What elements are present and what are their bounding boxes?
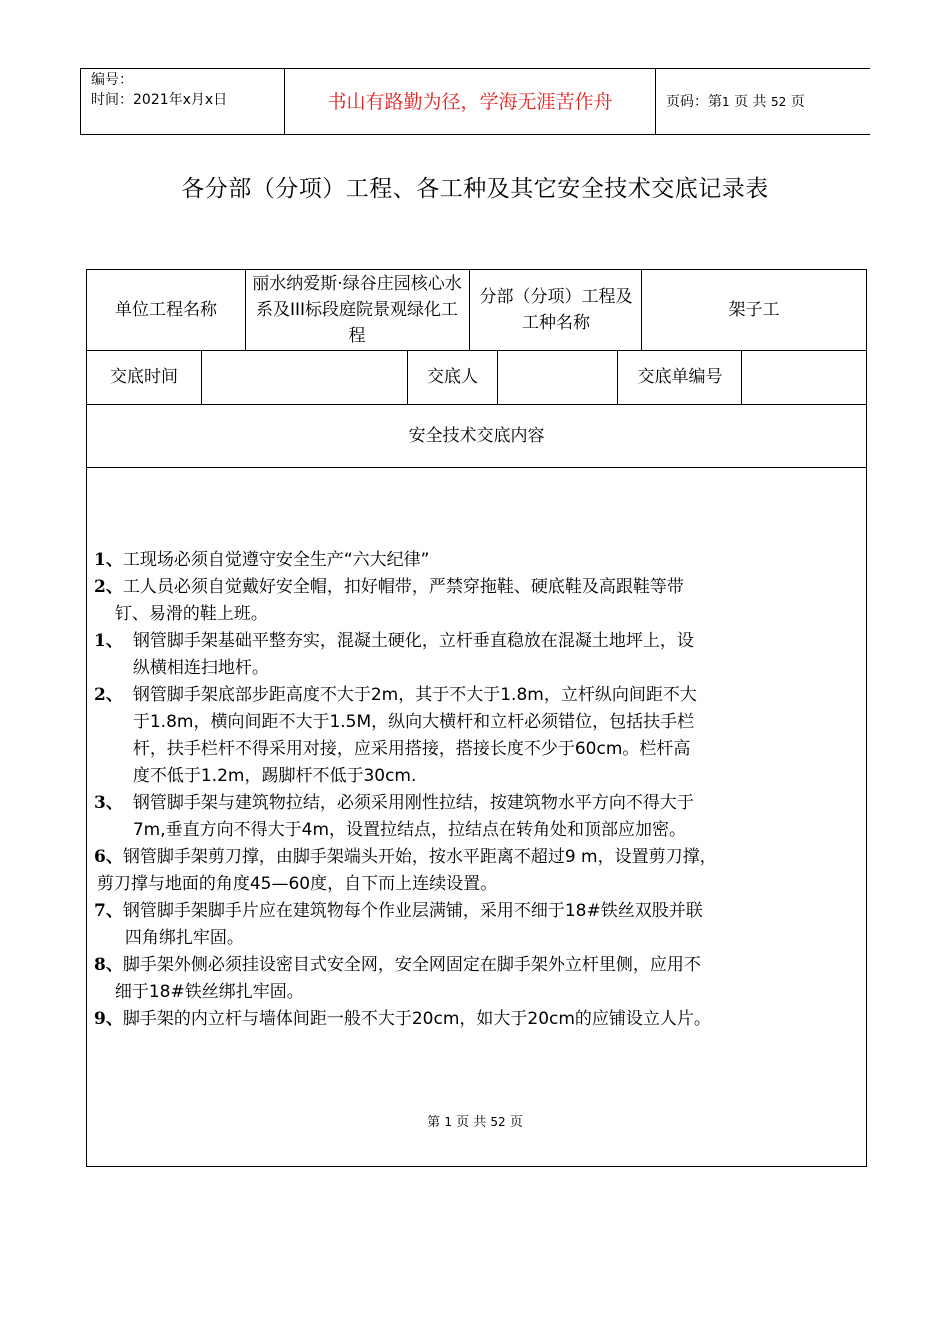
page-total: 52	[771, 95, 787, 109]
page-suffix: 页	[790, 94, 805, 110]
header-page-info	[666, 93, 805, 111]
list-item-text	[114, 952, 794, 1006]
col-divider	[469, 270, 470, 350]
list-item-number: 1、	[94, 631, 123, 651]
page-mid: 页 共	[734, 94, 767, 110]
footer-prefix: 第	[427, 1115, 441, 1130]
list-item	[94, 790, 794, 844]
discloser-label: 交底人	[427, 367, 478, 387]
header-meta-cell	[80, 68, 284, 135]
list-item-line: 度不低于1.2m，踢脚杆不低于30cm.	[132, 766, 417, 786]
list-item-line: 杆，扶手栏杆不得采用对接，应采用搭接，搭接长度不少于60cm。栏杆高	[132, 739, 691, 759]
disclosure-unit-label: 交底单编号	[637, 367, 723, 387]
col-divider	[245, 270, 246, 350]
list-item-line: 钢管脚手架基础平整夯实，混凝土硬化，立杆垂直稳放在混凝土地坪上，设	[132, 631, 694, 651]
list-item-line: 7m,垂直方向不得大于4m，设置拉结点，拉结点在转角处和顶部应加密。	[132, 820, 686, 840]
list-item-text	[133, 682, 794, 790]
division-value: 架子工	[728, 300, 780, 320]
list-item-line: 脚手架的内立杆与墙体间距一般不大于20cm，如大于20cm的应铺设立人片。	[122, 1009, 711, 1029]
unit-project-value: 丽水纳爱斯·绿谷庄园核心水系及III标段庭院景观绿化工程	[252, 274, 462, 346]
list-item-line: 工现场必须自觉遵守安全生产“六大纪律”	[122, 550, 430, 570]
list-item-number: 1、	[94, 550, 123, 570]
list-item	[94, 898, 794, 952]
page-prefix: 页码：第	[666, 94, 722, 110]
list-item-text	[96, 844, 794, 898]
footer-page-number	[0, 1113, 950, 1132]
list-item-line: 于1.8m，横向间距不大于1.5M，纵向大横杆和立杆必须错位，包括扶手栏	[132, 712, 695, 732]
footer-total: 52	[490, 1115, 506, 1129]
list-item-line: 纵横相连扫地杆。	[132, 658, 269, 678]
list-item-number: 2、	[94, 685, 123, 705]
document-number-label: 编号：	[91, 72, 133, 88]
list-item-line: 钢管脚手架脚手片应在建筑物每个作业层满铺，采用不细于18#铁丝双股并联	[122, 901, 703, 921]
list-item	[94, 844, 794, 898]
list-item-number: 9、	[94, 1009, 123, 1029]
list-item	[94, 547, 794, 574]
row-divider	[87, 467, 866, 468]
list-item-text	[133, 790, 794, 844]
col-divider	[617, 350, 618, 404]
list-item-number: 2、	[94, 577, 123, 597]
footer-mid: 页 共	[456, 1115, 487, 1130]
page-current: 1	[722, 95, 730, 109]
list-item	[94, 952, 794, 1006]
list-item	[94, 1006, 794, 1033]
list-item-number: 6、	[94, 847, 123, 867]
list-item-line: 钉、易滑的鞋上班。	[114, 604, 268, 624]
list-item-text	[123, 547, 794, 574]
footer-current: 1	[444, 1115, 452, 1129]
list-item-number: 7、	[94, 901, 123, 921]
list-item-line: 四角绑扎牢固。	[124, 928, 244, 948]
list-item-line: 工人员必须自觉戴好安全帽，扣好帽带，严禁穿拖鞋、硬底鞋及高跟鞋等带	[122, 577, 684, 597]
list-item-number: 3、	[94, 793, 123, 813]
disclosure-time-value[interactable]	[202, 350, 407, 404]
document-time-label: 时间：2021年x月x日	[91, 92, 228, 108]
discloser-value[interactable]	[498, 350, 617, 404]
document-header	[80, 68, 870, 136]
list-item-line: 剪刀撑与地面的角度45—60度，自下而上连续设置。	[96, 874, 498, 894]
division-label: 分部（分项）工程及工种名称	[479, 287, 633, 333]
unit-project-label: 单位工程名称	[115, 300, 217, 320]
list-item-number: 8、	[94, 955, 123, 975]
list-item-line: 钢管脚手架与建筑物拉结，必须采用刚性拉结，按建筑物水平方向不得大于	[132, 793, 694, 813]
header-page-cell	[655, 68, 870, 135]
list-item-line: 脚手架外侧必须挂设密目式安全网，安全网固定在脚手架外立杆里侧，应用不	[122, 955, 701, 975]
list-item-text	[133, 628, 794, 682]
list-item	[94, 574, 794, 628]
list-item-text	[123, 898, 794, 952]
list-item-line: 钢管脚手架底部步距高度不大于2m，其于不大于1.8m，立杆纵向间距不大	[132, 685, 697, 705]
list-item-text	[123, 1006, 794, 1033]
header-slogan-cell	[284, 68, 655, 135]
list-item	[94, 628, 794, 682]
list-item	[94, 682, 794, 790]
content-heading: 安全技术交底内容	[408, 425, 545, 446]
list-item-line: 细于18#铁丝绑扎牢固。	[114, 982, 304, 1002]
document-title: 各分部（分项）工程、各工种及其它安全技术交底记录表	[181, 176, 769, 202]
content-list	[94, 547, 794, 1033]
list-item-text	[114, 574, 794, 628]
header-slogan: 书山有路勤为径，学海无涯苦作舟	[327, 91, 613, 113]
footer-suffix: 页	[509, 1115, 523, 1130]
list-item-line: 钢管脚手架剪刀撑，由脚手架端头开始，按水平距离不超过9 m，设置剪刀撑，	[122, 847, 717, 867]
disclosure-time-label: 交底时间	[110, 367, 178, 387]
disclosure-unit-value[interactable]	[742, 350, 866, 404]
